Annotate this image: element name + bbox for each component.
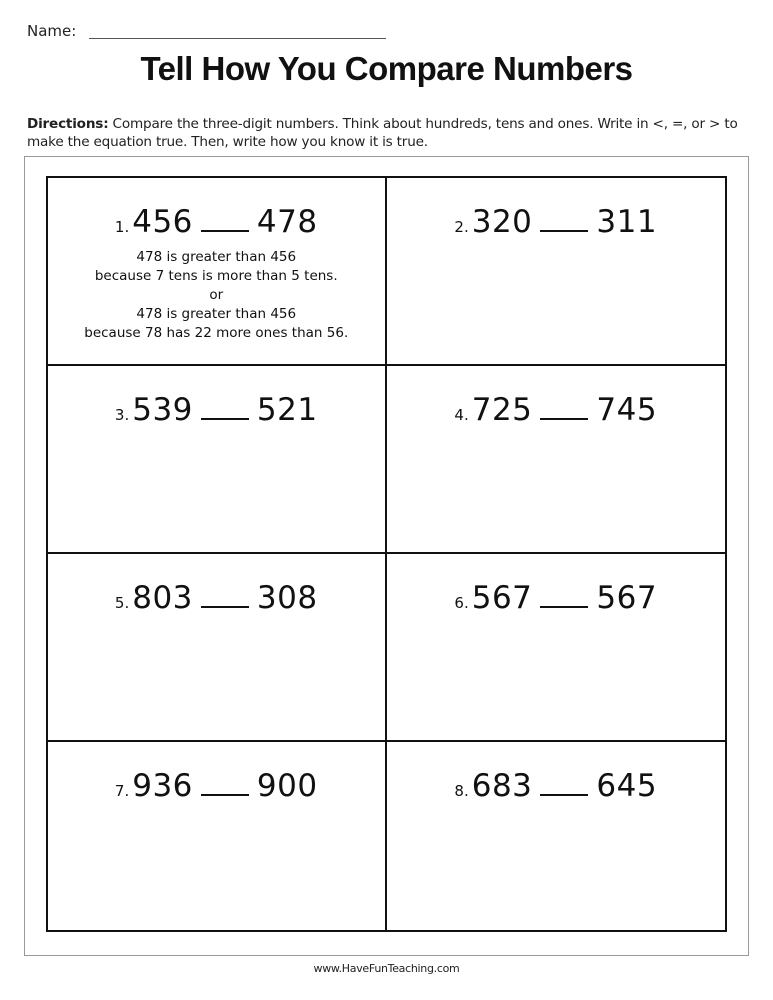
problem-number: 6. <box>454 594 469 612</box>
problem-equation <box>48 768 385 804</box>
example-line: because 7 tens is more than 5 tens. <box>94 268 338 284</box>
example-explanation <box>48 248 385 343</box>
right-number: 478 <box>256 204 318 240</box>
problem-cell-3[interactable] <box>48 366 387 554</box>
answer-blank[interactable] <box>540 416 588 420</box>
left-number: 936 <box>132 768 193 804</box>
answer-blank[interactable] <box>201 792 249 796</box>
answer-blank[interactable] <box>540 228 588 232</box>
left-number: 567 <box>471 580 533 616</box>
left-number: 803 <box>132 580 193 616</box>
problem-equation <box>387 768 726 804</box>
problem-equation <box>387 392 726 428</box>
name-label: Name: <box>27 22 77 40</box>
answer-blank[interactable] <box>201 228 249 232</box>
page-title: Tell How You Compare Numbers <box>140 50 633 87</box>
problem-grid <box>46 176 727 932</box>
problem-cell-6[interactable] <box>387 554 726 742</box>
problem-equation <box>387 580 726 616</box>
right-number: 645 <box>596 768 658 804</box>
directions <box>27 115 757 151</box>
problem-cell-2[interactable] <box>387 178 726 366</box>
problem-cell-8[interactable] <box>387 742 726 930</box>
directions-text: Compare the three-digit numbers. Think about hundreds, tens and ones. Write in <, =, or > to make the equation true. Then, write how you know it is true. <box>27 116 738 150</box>
footer-website: www.HaveFunTeaching.com <box>313 962 460 975</box>
problem-number: 7. <box>114 782 130 800</box>
answer-blank[interactable] <box>540 604 588 608</box>
answer-blank[interactable] <box>540 792 588 796</box>
right-number: 900 <box>256 768 318 804</box>
problem-number: 4. <box>454 406 469 424</box>
problem-cell-5[interactable] <box>48 554 387 742</box>
right-number: 745 <box>596 392 658 428</box>
problem-cell-1 <box>48 178 387 366</box>
example-line: because 78 has 22 more ones than 56. <box>84 325 349 341</box>
problem-number: 3. <box>114 406 130 424</box>
problem-equation <box>48 392 385 428</box>
directions-label: Directions: <box>27 116 109 132</box>
example-line: 478 is greater than 456 <box>136 306 297 322</box>
problem-number: 8. <box>454 782 469 800</box>
right-number: 567 <box>596 580 658 616</box>
left-number: 539 <box>132 392 193 428</box>
example-line: or <box>209 287 224 303</box>
right-number: 308 <box>256 580 318 616</box>
problem-number: 2. <box>454 218 469 236</box>
answer-blank[interactable] <box>201 416 249 420</box>
problem-cell-4[interactable] <box>387 366 726 554</box>
problem-number: 5. <box>114 594 130 612</box>
right-number: 311 <box>596 204 658 240</box>
answer-blank[interactable] <box>201 604 249 608</box>
problem-equation <box>48 580 385 616</box>
problem-cell-7[interactable] <box>48 742 387 930</box>
left-number: 683 <box>471 768 533 804</box>
left-number: 320 <box>471 204 533 240</box>
problem-number: 1. <box>114 218 130 236</box>
problem-equation <box>387 204 726 240</box>
left-number: 725 <box>471 392 533 428</box>
problem-equation <box>48 204 385 240</box>
name-input-line[interactable] <box>89 38 386 39</box>
example-line: 478 is greater than 456 <box>136 249 297 265</box>
right-number: 521 <box>256 392 318 428</box>
left-number: 456 <box>132 204 193 240</box>
